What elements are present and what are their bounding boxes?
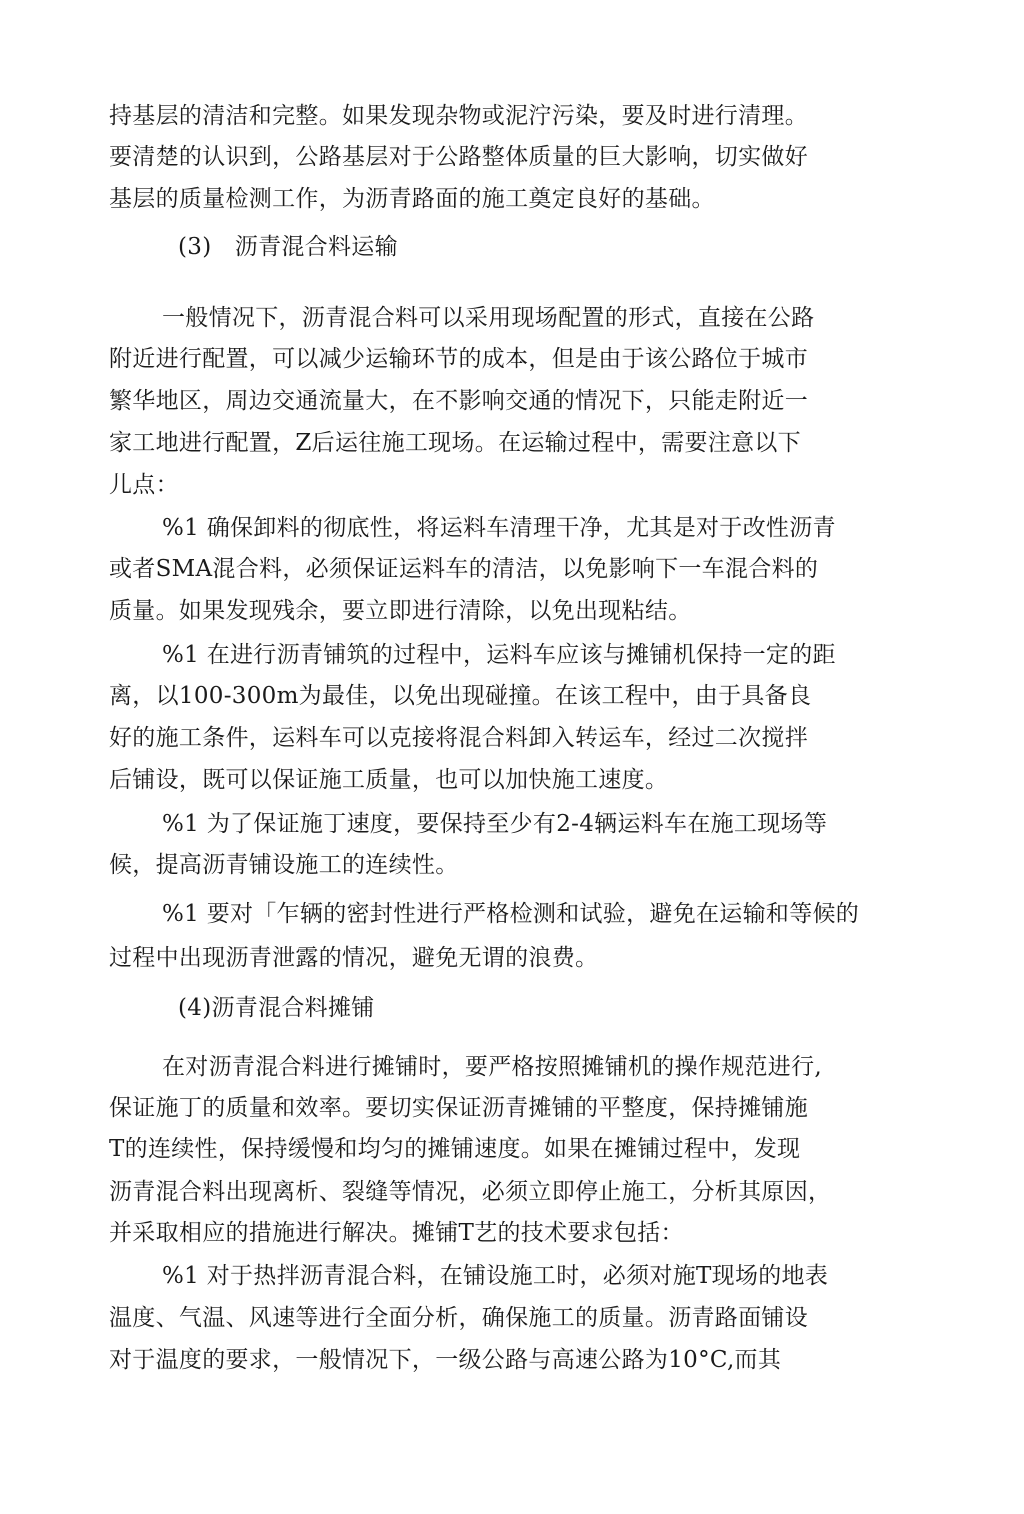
text-line: 并采取相应的措施进行解决。摊铺T艺的技术要求包括： — [109, 1220, 684, 1246]
text-line: 儿点： — [109, 472, 179, 498]
text-line: T的连续性，保持缓慢和均匀的摊铺速度。如果在摊铺过程中，发现 — [109, 1136, 801, 1162]
text-line: %1 在进行沥青铺筑的过程中，运料车应该与摊铺机保持一定的距 — [162, 642, 836, 668]
section-heading: (4)沥青混合料摊铺 — [178, 995, 375, 1021]
text-line: 持基层的清洁和完整。如果发现杂物或泥泞污染，要及时进行清理。 — [109, 103, 808, 129]
text-line: 繁华地区，周边交通流量大，在不影响交通的情况下，只能走附近一 — [109, 388, 808, 414]
text-line: 附近进行配置，可以减少运输环节的成本，但是由于该公路位于城市 — [109, 346, 808, 372]
text-line: %1 为了保证施丁速度，要保持至少有2-4辆运料车在施工现场等 — [162, 811, 828, 837]
text-line: 家工地进行配置，Z后运往施工现场。在运输过程中，需要注意以下 — [109, 430, 801, 456]
text-line: 保证施丁的质量和效率。要切实保证沥青摊铺的平整度，保持摊铺施 — [109, 1095, 808, 1121]
text-line: %1 对于热拌沥青混合料，在铺设施工时，必须对施T现场的地表 — [162, 1263, 829, 1289]
text-line: %1 确保卸料的彻底性，将运料车清理干净，尤其是对于改性沥青 — [162, 515, 836, 541]
text-line: 候，提高沥青铺设施工的连续性。 — [109, 852, 459, 878]
section-heading: (3) 沥青混合料运输 — [178, 234, 398, 260]
text-line: 温度、气温、风速等进行全面分析，确保施工的质量。沥青路面铺设 — [109, 1305, 808, 1331]
text-line: 要清楚的认识到，公路基层对于公路整体质量的巨大影响，切实做好 — [109, 144, 808, 170]
text-line: 离，以100-300m为最佳，以免出现碰撞。在该工程中，由于具备良 — [109, 683, 812, 709]
text-line: 在对沥青混合料进行摊铺时，要严格按照摊铺机的操作规范进行, — [162, 1054, 823, 1080]
text-line: 后铺设，既可以保证施工质量，也可以加快施工速度。 — [109, 767, 669, 793]
text-line: 或者SMA混合料，必须保证运料车的清洁，以免影响下一车混合料的 — [109, 556, 819, 582]
text-line: 对于温度的要求，一般情况下，一级公路与高速公路为10°C,而其 — [109, 1347, 782, 1373]
text-line: 一般情况下，沥青混合料可以采用现场配置的形式，直接在公路 — [162, 305, 815, 331]
text-line: 沥青混合料出现离析、裂缝等情况，必须立即停止施工，分析其原因， — [109, 1179, 832, 1205]
text-line: 过程中出现沥青泄露的情况，避免无谓的浪费。 — [109, 945, 599, 971]
text-line: %1 要对「乍辆的密封性进行严格检测和试验，避免在运输和等候的 — [162, 901, 860, 927]
text-line: 基层的质量检测工作，为沥青路面的施工奠定良好的基础。 — [109, 186, 715, 212]
text-line: 好的施工条件，运料车可以克接将混合料卸入转运车，经过二次搅拌 — [109, 725, 808, 751]
text-line: 质量。如果发现残余，要立即进行清除，以免出现粘结。 — [109, 598, 692, 624]
